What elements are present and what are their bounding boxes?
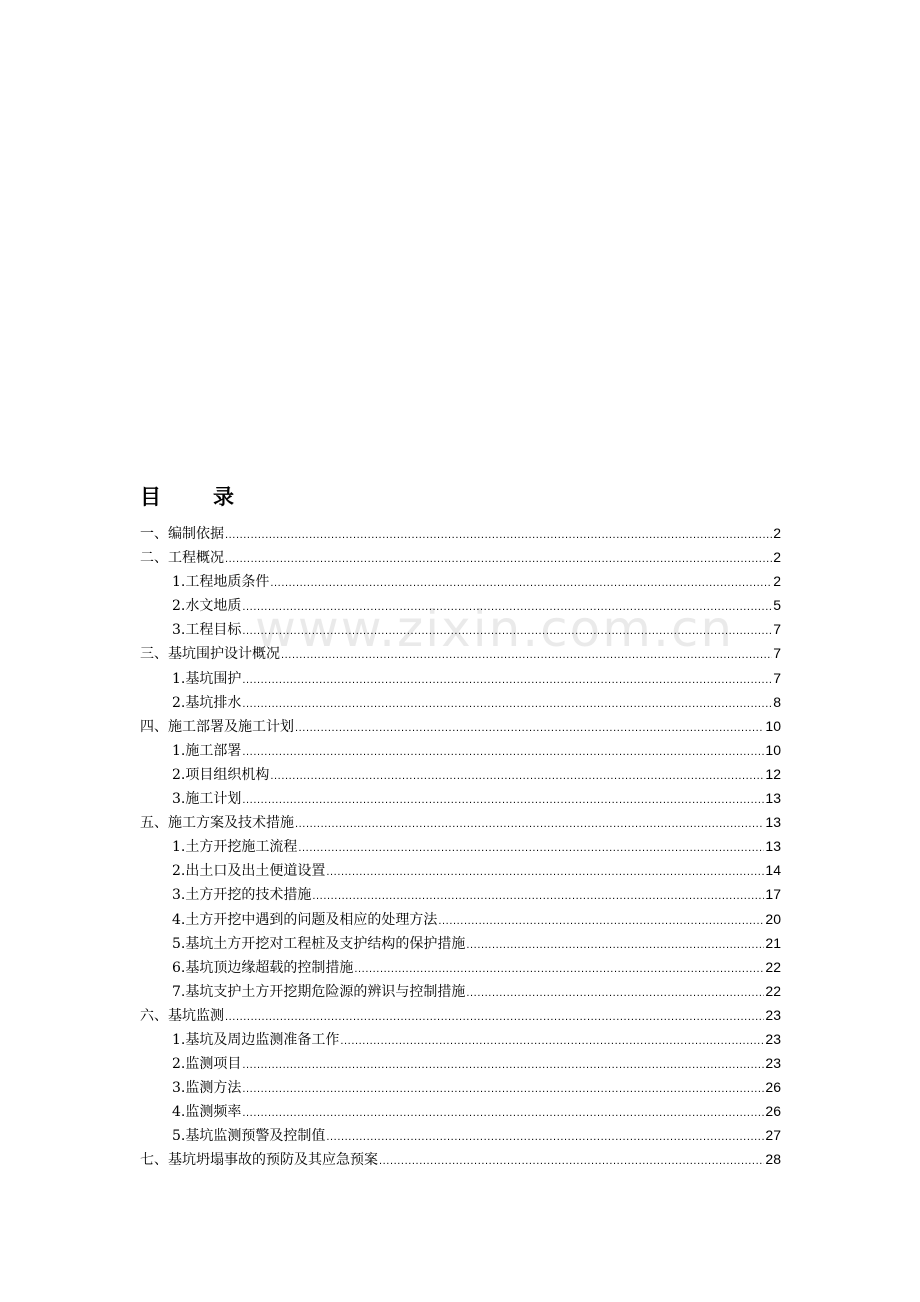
- toc-page-number: 10: [765, 741, 781, 758]
- toc-page-number: 27: [765, 1127, 781, 1144]
- toc-dot-leader: [326, 1125, 764, 1149]
- toc-entry[interactable]: [140, 641, 781, 665]
- toc-entry-label: 2.监测项目: [172, 1056, 242, 1073]
- toc-page-number: 13: [765, 814, 781, 831]
- toc-page-number: 7: [773, 621, 781, 638]
- toc-subentry[interactable]: [140, 955, 781, 979]
- toc-subentry[interactable]: [140, 1027, 781, 1051]
- toc-entry-label: 2.项目组织机构: [172, 766, 270, 783]
- watermark-text: www.zixin.com.cn: [255, 600, 735, 658]
- toc-dot-leader: [242, 740, 764, 764]
- toc-entry-label: 6.基坑顶边缘超载的控制措施: [172, 959, 354, 976]
- toc-subentry[interactable]: [140, 593, 781, 617]
- toc-page-number: 13: [765, 790, 781, 807]
- toc-entry-label: 7.基坑支护土方开挖期危险源的辨识与控制措施: [172, 983, 466, 1000]
- toc-page-number: 22: [765, 958, 781, 975]
- toc-dot-leader: [242, 668, 772, 692]
- toc-subentry[interactable]: [140, 858, 781, 882]
- toc-entry-label: 一、编制依据: [140, 526, 224, 542]
- toc-subentry[interactable]: [140, 569, 781, 593]
- toc-entry-label: 5.基坑监测预警及控制值: [172, 1128, 326, 1145]
- toc-dot-leader: [295, 812, 764, 836]
- toc-dot-leader: [242, 619, 772, 643]
- toc-dot-leader: [466, 933, 764, 957]
- toc-dot-leader: [242, 1053, 764, 1077]
- toc-page-number: 22: [765, 982, 781, 999]
- toc-entry[interactable]: [140, 545, 781, 569]
- toc-dot-leader: [295, 716, 764, 740]
- toc-list: [140, 521, 781, 1172]
- toc-entry-label: 4.土方开挖中遇到的问题及相应的处理方法: [172, 911, 438, 928]
- toc-dot-leader: [379, 1149, 764, 1173]
- toc-page-number: 10: [765, 717, 781, 734]
- toc-entry-label: 1.施工部署: [172, 742, 242, 759]
- toc-dot-leader: [270, 764, 764, 788]
- toc-page-number: 2: [773, 525, 781, 541]
- toc-subentry[interactable]: [140, 690, 781, 714]
- toc-page-number: 14: [765, 862, 781, 879]
- toc-entry-label: 3.监测方法: [172, 1080, 242, 1097]
- toc-entry-label: 5.基坑土方开挖对工程桩及支护结构的保护措施: [172, 935, 466, 952]
- toc-dot-leader: [298, 836, 764, 860]
- toc-subentry[interactable]: [140, 979, 781, 1003]
- toc-page-number: 23: [765, 1055, 781, 1072]
- toc-dot-leader: [225, 523, 772, 547]
- toc-entry-label: 二、工程概况: [140, 550, 224, 567]
- toc-page-number: 12: [765, 765, 781, 782]
- toc-page-number: 21: [765, 934, 781, 951]
- toc-page-number: 23: [765, 1006, 781, 1023]
- toc-title-char-2: 录: [213, 485, 234, 509]
- toc-entry-label: 三、基坑围护设计概况: [140, 646, 280, 663]
- toc-page-number: 26: [765, 1103, 781, 1120]
- toc-subentry[interactable]: [140, 1051, 781, 1075]
- toc-dot-leader: [242, 692, 772, 716]
- toc-dot-leader: [242, 1077, 764, 1101]
- toc-entry[interactable]: [140, 1147, 781, 1171]
- toc-title: [140, 482, 234, 512]
- toc-subentry[interactable]: [140, 931, 781, 955]
- toc-page-number: 5: [773, 597, 781, 614]
- toc-subentry[interactable]: [140, 738, 781, 762]
- toc-entry[interactable]: [140, 521, 781, 545]
- toc-dot-leader: [225, 547, 772, 571]
- toc-dot-leader: [225, 1005, 764, 1029]
- toc-page-number: 8: [773, 693, 781, 710]
- toc-subentry[interactable]: [140, 834, 781, 858]
- toc-dot-leader: [242, 788, 764, 812]
- toc-page-number: 2: [773, 573, 781, 590]
- toc-entry-label: 4.监测频率: [172, 1104, 242, 1121]
- toc-dot-leader: [242, 1101, 764, 1125]
- toc-subentry[interactable]: [140, 907, 781, 931]
- toc-entry-label: 3.施工计划: [172, 791, 242, 808]
- toc-subentry[interactable]: [140, 762, 781, 786]
- toc-dot-leader: [438, 909, 764, 933]
- toc-entry[interactable]: [140, 1003, 781, 1027]
- toc-subentry[interactable]: [140, 882, 781, 906]
- toc-entry-label: 1.基坑围护: [172, 670, 242, 687]
- toc-entry-label: 2.基坑排水: [172, 694, 242, 711]
- toc-page-number: 20: [765, 910, 781, 927]
- toc-subentry[interactable]: [140, 666, 781, 690]
- toc-dot-leader: [270, 571, 772, 595]
- toc-page-number: 28: [765, 1151, 781, 1168]
- toc-title-char-1: 目: [140, 485, 161, 509]
- toc-dot-leader: [242, 595, 772, 619]
- toc-dot-leader: [340, 1029, 764, 1053]
- toc-entry-label: 3.土方开挖的技术措施: [172, 887, 312, 904]
- toc-entry-label: 七、基坑坍塌事故的预防及其应急预案: [140, 1152, 378, 1169]
- toc-entry[interactable]: [140, 810, 781, 834]
- toc-entry-label: 四、施工部署及施工计划: [140, 718, 294, 735]
- toc-subentry[interactable]: [140, 617, 781, 641]
- toc-page-number: 7: [773, 669, 781, 686]
- toc-page-number: 7: [773, 645, 781, 662]
- toc-dot-leader: [354, 957, 764, 981]
- toc-entry[interactable]: [140, 714, 781, 738]
- toc-entry-label: 2.水文地质: [172, 598, 242, 615]
- toc-entry-label: 3.工程目标: [172, 622, 242, 639]
- toc-page-number: 26: [765, 1079, 781, 1096]
- toc-dot-leader: [466, 981, 764, 1005]
- toc-subentry[interactable]: [140, 786, 781, 810]
- toc-dot-leader: [312, 884, 764, 908]
- toc-page-number: 13: [765, 838, 781, 855]
- toc-subentry[interactable]: [140, 1099, 781, 1123]
- toc-dot-leader: [326, 860, 764, 884]
- toc-subentry[interactable]: [140, 1123, 781, 1147]
- toc-subentry[interactable]: [140, 1075, 781, 1099]
- toc-page-number: 23: [765, 1030, 781, 1047]
- toc-entry-label: 1.基坑及周边监测准备工作: [172, 1031, 340, 1048]
- toc-page-number: 2: [773, 549, 781, 566]
- toc-entry-label: 2.出土口及出土便道设置: [172, 863, 326, 880]
- toc-entry-label: 五、施工方案及技术措施: [140, 815, 294, 832]
- toc-entry-label: 六、基坑监测: [140, 1007, 224, 1024]
- toc-page-number: 17: [765, 886, 781, 903]
- toc-entry-label: 1.土方开挖施工流程: [172, 839, 298, 856]
- toc-entry-label: 1.工程地质条件: [172, 574, 270, 591]
- toc-dot-leader: [281, 643, 772, 667]
